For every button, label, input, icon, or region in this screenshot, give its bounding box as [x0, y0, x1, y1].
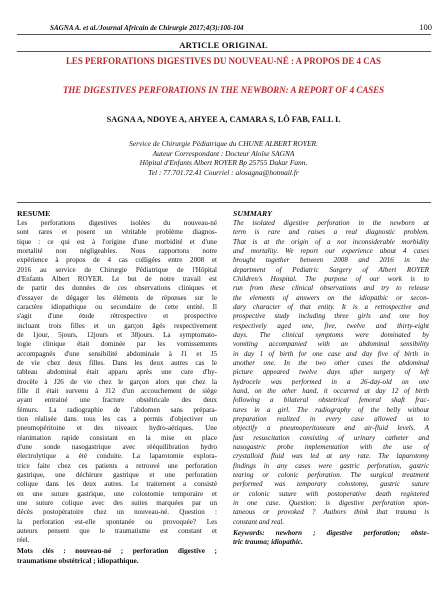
keywords-en: Keywords: newborn ; digestive perforation; obste-: [233, 527, 429, 537]
summary-line: hydrocele was performed in a 26-day-old on one: [233, 377, 429, 386]
article-type-rule: [17, 51, 431, 52]
summary-line: dary character of that entity. It is a retrospective and: [233, 302, 429, 311]
affiliation-service: Service de Chirurgie Pédiatrique du CHUNE ALBERT ROYER.: [129, 139, 318, 148]
summary-line: term is rare and raises a real diagnostic problem.: [233, 228, 429, 237]
section-rule: [17, 202, 431, 203]
resume-line: Les perforations digestives isolées du nouveau-né: [17, 219, 217, 227]
summary-line: tearing or colonic perforation. The surgical treatment: [233, 470, 429, 479]
resume-line: mortalité non négligeables. Nous rapportons notre: [17, 246, 217, 255]
resume-line: en une suture gastrique, une colostomie temporaire et: [17, 489, 217, 498]
resume-line: une suture colique avec des suites marquées par un: [17, 498, 217, 507]
article-type: ARTICLE ORIGINAL: [179, 40, 268, 50]
resume-body: [17, 219, 217, 565]
keywords-en: tric trauma; idiopathic.: [233, 537, 303, 547]
summary-line: Children's Hospital. The purpose of our work is to: [233, 274, 429, 283]
summary-line: fast resuscitation consisting of urinary catheter and: [233, 433, 429, 442]
summary-line: objectify a pneumoperitoneum and air-fluid levels. A: [233, 424, 429, 433]
summary-line: another one. In the two other cases the abdominal: [233, 358, 429, 367]
header-rule: [17, 34, 431, 35]
resume-line: d'essayer de dégager les éléments de réponses sur le: [17, 293, 217, 302]
summary-line: brought together between 2008 and 2016 in the: [233, 256, 429, 265]
summary-line: That is at the origin of a not inconsiderable morbidity: [233, 237, 429, 246]
summary-line: picture appeared twelve days after surgery of left: [233, 368, 429, 377]
summary-line: vomiting accompanied with an abdominal sensibility: [233, 340, 429, 349]
summary-line: in one case. Question: is digestive perforation spon-: [233, 498, 429, 507]
summary-line: prospective study including three girls and one boy: [233, 312, 429, 321]
summary-line: respectively aged one, five, twelve and thirty-eight: [233, 321, 429, 330]
resume-line: s'agit d'une étude rétrospective et prospective: [17, 312, 217, 321]
summary-line: constant and real.: [233, 517, 285, 526]
summary-line: department of Pediatric Surgery of Albert ROYER: [233, 265, 429, 274]
keywords-fr: Mots clés : nouveau-né ; perforation digestive ;: [17, 546, 217, 556]
summary-line: performed was temporary colostomy, gastric suture: [233, 480, 429, 489]
resume-line: d'une sonde nasogastrique avec rééquilibration hydro: [17, 442, 217, 451]
resume-line: sont rares et posent un véritable problème diagnos-: [17, 228, 217, 237]
summary-line: in day 1 of birth for one case and day five of birth in: [233, 349, 429, 358]
title-french: LES PERFORATIONS DIGESTIVES DU NOUVEAU-NÉ : A PROPOS DE 4 CAS: [66, 56, 381, 66]
resume-line: tique : ce qui est à l'origine d'une morbidité et d'une: [17, 237, 217, 246]
summary-body: [233, 219, 429, 547]
authors: SAGNA A, NDOYE A, AHYEE A, CAMARA S, LÔ FAB, FALL I.: [106, 115, 341, 124]
resume-line: accompagnés d'une sensibilité abdominale à J1 et J5: [17, 349, 217, 358]
resume-heading: RESUME: [17, 209, 51, 218]
keywords-fr: traumatisme obstétrical ; idiopathique.: [17, 555, 139, 565]
resume-line: auteurs pensent que le traumatisme est constant et: [17, 526, 217, 535]
resume-line: réanimation rapide consistant en la mise en place: [17, 433, 217, 442]
summary-line: tures in a girl. The radiography of the belly without: [233, 405, 429, 414]
summary-line: The isolated digestive perforation in the newborn at: [233, 219, 429, 227]
summary-line: the elements of answers on the idiopathic or secon-: [233, 293, 429, 302]
summary-line: taneous or provoked ? Authors think that trauma is: [233, 508, 429, 517]
summary-line: nasogastric probe implementation with the use of: [233, 442, 429, 451]
resume-line: 2016 au service de Chirurgie Pédiatrique de l'Hôpital: [17, 265, 217, 274]
page-number: 100: [419, 22, 432, 32]
resume-line: gastrique, une déchirure gastrique et une perforation: [17, 470, 217, 479]
resume-line: réel.: [17, 536, 30, 545]
summary-line: days. The clinical symptoms were dominated by: [233, 330, 429, 339]
resume-line: décès postopératoire chez un nouveau-né. Question :: [17, 508, 217, 517]
resume-line: électrolytique a été conduite. La laparotomie explora-: [17, 452, 217, 461]
resume-line: logie clinique était dominée par les vomissements: [17, 340, 217, 349]
affiliation-contact: Tel : 77.701.72.41 Courriel : alosagna@hotmail.fr: [148, 167, 299, 177]
summary-line: preparation realized in every case allowed us to: [233, 414, 429, 423]
summary-line: findings in any cases were gastric perforation, gastric: [233, 461, 429, 470]
affiliation-correspondant: Auteur Correspondant : Docteur Aloïse SAGNA: [152, 148, 295, 158]
summary-heading: SUMMARY: [233, 209, 272, 218]
resume-line: expérience à propos de 4 cas colligées entre 2008 et: [17, 256, 217, 265]
summary-line: or colonic suture with postoperative death registered: [233, 489, 429, 498]
resume-line: incluant trois filles et un garçon âgés respectivement: [17, 321, 217, 330]
resume-line: colique dans les deux autres. Le traitement a consisté: [17, 480, 217, 489]
resume-line: fémurs. La radiographie de l'abdomen sans prépara-: [17, 405, 217, 414]
summary-line: crystalloid fluid was led at any rate. The laparotomy: [233, 452, 429, 461]
resume-line: de 1jour, 5jours, 12jours et 38jours. La symptomato-: [17, 330, 217, 339]
resume-line: drocèle à J26 de vie chez le garçon alors que chez la: [17, 377, 217, 386]
resume-line: fille il était survenu à J12 d'un accouchement de siège: [17, 386, 217, 395]
resume-line: trice faite chez ces patients a retrouvé une perforation: [17, 461, 217, 470]
summary-line: run from these clinical observations and try to release: [233, 284, 429, 293]
resume-line: pneumopéritoine et des niveaux hydro-aériques. Une: [17, 424, 217, 433]
resume-line: d'Enfants Albert ROYER. Le but de notre travail est: [17, 274, 217, 283]
resume-line: de partir des données de ces observations cliniques et: [17, 284, 217, 293]
resume-line: tableau abdominal était apparu après une cure d'hy-: [17, 368, 217, 377]
summary-line: and mortality. We report our experience about 4 cases: [233, 246, 429, 255]
summary-line: hand, on the other hand, it occurred at day 12 of birth: [233, 386, 429, 395]
resume-line: tion réalisée dans tous les cas a permis d'objectiver un: [17, 414, 217, 423]
resume-line: caractère idiopathique ou secondaire de cette entité. Il: [17, 302, 217, 311]
resume-line: de vie chez deux filles. Dans les deux autres cas le: [17, 358, 217, 367]
title-english: THE DIGESTIVES PERFORATIONS IN THE NEWBORN: A REPORT OF 4 CASES: [62, 85, 385, 95]
resume-line: la perforation est-elle spontanée ou provoquée? Les: [17, 517, 217, 526]
affiliation-hopital: Hôpital d'Enfants Albert ROYER Bp 25755 Dakar Fann.: [139, 158, 308, 167]
resume-line: ayant entrainé une fracture obstétricale des deux: [17, 396, 217, 405]
summary-line: following a bilateral obstetrical femoral shaft frac-: [233, 396, 429, 405]
journal-reference: SAGNA A. et al./Journal Africain de Chirurgie 2017;4(3):100-104: [50, 24, 244, 32]
